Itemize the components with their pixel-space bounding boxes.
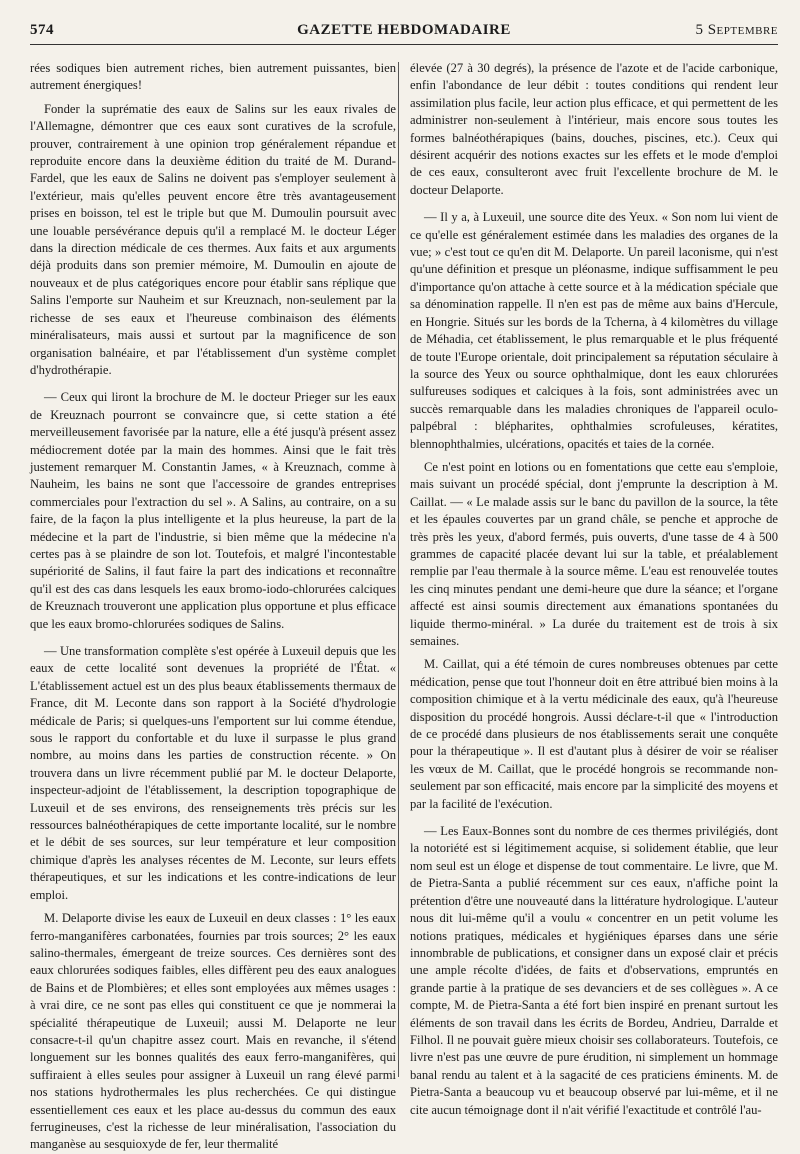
page-number: 574 [30, 22, 54, 38]
paragraph-salins-intro: rées sodiques bien autrement riches, bien autrement puissantes, bien autrement énergiques! [30, 61, 396, 93]
paragraph-caillat-procedure: Ce n'est point en lotions ou en fomentations que cette eau s'emploie, mais suivant un procédé spécial, dont j'emprunte la description à M. Caillat. — « Le malade assis sur le banc du pavillon de la source, la tête et les épaules couvertes par un grand châle, se penche et approche de très près les yeux, d'abord fermés, puis ouverts, d'une tasse de 4 à 500 grammes de capacité placée devant lui sur la table, et préalablement remplie par l'eau thermale à la source même. L'eau est renouvelée toutes les cinq minutes pendant une demi-heure que dure la séance; et l'organe affecté est ainsi soumis directement aux émanations spontanées du liquide thermo-minéral. » La durée du traitement est de trois à six semaines. [410, 459, 778, 648]
paragraph-luxeuil-classes: M. Delaporte divise les eaux de Luxeuil en deux classes : 1° les eaux ferro-manganifères carbonatées, fournies par trois sources; 2° les eaux salino-thermales, émergeant de treize sources. Ces dernières sont des eaux chlorurées sodiques faibles, elles diffèrent peu des eaux analogues de Bains et de Plombières; et elles sont employées aux mêmes usages : à vrai dire, ce ne sont pas elles qui constituent ce que je nommerai la spécialité thérapeutique de Luxeuil; aussi M. Delaporte ne leur consacre-t-il qu'un chapitre assez court. Mais en revanche, il s'étend longuement sur les bonnes qualités des eaux ferro-manganifères, qui suffiraient à elles seules pour assigner à Luxeuil un rang élevé parmi nos stations hydrothermales les plus recherchées. Ce qui distingue essentiellement ces eaux et les place au-dessus du commun des eaux ferrugineuses, c'est la richesse de leur minéralisation, l'association du manganèse au sesquioxyde de fer, leur thermalité [30, 911, 396, 1152]
paragraph-luxeuil-continued: élevée (27 à 30 degrés), la présence de l'azote et de l'acide carbonique, enfin l'abondance de leur débit : toutes conditions qui rendent leur assimilation plus facile, leur action plus efficace, et qui permettent de les administrer non-seulement à l'intérieur, mais encore sous toutes les formes balnéothérapiques (bains, douches, piscines, etc.). Ceux qui désirent acquérir des notions exactes sur les effets et le mode d'emploi de ces eaux, consulteront avec fruit l'excellente brochure de M. le docteur Delaporte. [410, 61, 778, 197]
paragraph-luxeuil: — Une transformation complète s'est opérée à Luxeuil depuis que les eaux de cette localité sont devenues la propriété de l'État. « L'établissement actuel est un des plus beaux établissements thermaux de France, dit M. Leconte dans son rapport à la Société d'hydrologie médicale de Paris; si quelques-uns l'emportent sur lui comme étendue, sous le rapport du confortable et du luxe il surpasse le plus grand nombre, au moins dans les parties de construction récente. » On trouvera dans un livre récemment publié par M. le docteur Delaporte, inspecteur-adjoint de l'établissement, la description topographique de Luxeuil et de ses environs, des renseignements très précis sur les ressources balnéothérapiques de cette importante localité, sur le nombre et le débit de ses sources, sur leur température et leur composition chimique d'après les analyses récentes de M. Leconte, sur leurs effets thérapeutiques, et sur les indications et les contre-indications de leur emploi. [30, 644, 396, 902]
journal-title: GAZETTE HEBDOMADAIRE [297, 22, 511, 38]
left-column [30, 60, 396, 1152]
paragraph-salins-dumoulin: Fonder la suprématie des eaux de Salins sur les eaux rivales de l'Allemagne, démontrer que ces eaux sont curatives de la scrofule, prouver, contrairement à une opinion trop généralement répandue et reproduite encore dans la deuxième édition du traité de M. Durand-Fardel, que les eaux de Salins ne doivent pas s'employer seulement à l'extérieur, mais qu'elles peuvent encore être très avantageusement prises en boisson, tel est le triple but que M. Dumoulin poursuit avec une louable persévérance depuis qu'il a remplacé M. le docteur Léger dans la direction médicale de ces thermes. Aux faits et aux arguments déjà produits dans son premier mémoire, M. Dumoulin en ajoute de nouveaux et de plus catégoriques encore pour établir sans réplique que Salins l'emporte sur Nauheim et sur Kreuznach, non-seulement par la richesse de ses eaux et l'heureuse combinaison des éléments minéralisateurs, mais aussi et surtout par la magnificence de son organisation balnéaire, et par l'établissement d'un système complet d'hydrothérapie. [30, 101, 396, 377]
column-divider [398, 62, 399, 1077]
paragraph-kreuznach: — Ceux qui liront la brochure de M. le docteur Prieger sur les eaux de Kreuznach pourront se convaincre que, si cette station a été merveilleusement favorisée par la nature, elle a été jusqu'à présent assez médiocrement dotée par la main des hommes. Ainsi que le fait très justement remarquer M. Constantin James, « à Kreuznach, comme à Nauheim, les bains ne sont que l'accessoire de grandes entreprises commerciales pour l'extraction du sel ». A Salins, au contraire, on a su faire, de la façon la plus intelligente et la plus heureuse, la part de la médecine et la part de l'industrie, si bien même que la médecine n'a certes pas à se plaindre de son lot. Toutefois, et malgré l'incontestable supériorité de Salins, il faut faire la part des indications et reconnaître qu'il est des cas dans lesquels les eaux bromo-iodo-chlorurées calciques de Kreuznach trouveront une application plus opportune et plus efficace que les eaux bromo-chlorurées sodiques de Salins. [30, 390, 396, 631]
paragraph-caillat-cures: M. Caillat, qui a été témoin de cures nombreuses obtenues par cette médication, pense que tout l'honneur doit en être attribué bien moins à la composition chimique et à la vertu médicinale des eaux, qu'à l'heureuse disposition du procédé hongrois. Aussi déclare-t-il que « l'introduction de ce procédé dans plusieurs de nos établissements serait une conquête pour la thérapeutique ». Il est d'autant plus à désirer de voir se réaliser les vœux de M. Caillat, que le procédé hongrois se recommande non-seulement par son efficacité, mais encore par la simplicité des moyens et par la facilité de l'exécution. [410, 657, 778, 811]
paragraph-source-des-yeux: — Il y a, à Luxeuil, une source dite des Yeux. « Son nom lui vient de ce qu'elle est généralement estimée dans les maladies des organes de la vue; » c'est tout ce qu'en dit M. Delaporte. Un pareil laconisme, qui n'est qu'une définition et presque un pléonasme, indique suffisamment le peu d'importance qu'on attache à cette source et à la médication spéciale que sa dénomination rappelle. Il n'en est pas de même aux bains d'Hercule, en Hongrie. Situés sur les bords de la Tcherna, à 4 kilomètres du village de Méhadia, cet établissement, le plus remarquable et le plus fréquenté de toute l'Europe orientale, doit principalement sa réputation séculaire à la source des Yeux ou source ophthalmique, dont les eaux chlorurées sulfureuses sodiques et calciques à la fois, sont administrées avec un succès remarquable dans les maladies chroniques de l'appareil oculo-palpébral : blépharites, ophthalmies scrofuleuses, kératites, blennophthalmies, ulcérations, opacités et taies de la cornée. [410, 210, 778, 451]
right-column [410, 60, 778, 1117]
issue-date: 5 Septembre [695, 22, 778, 38]
paragraph-eaux-bonnes: — Les Eaux-Bonnes sont du nombre de ces thermes privilégiés, dont la notoriété est si légitimement acquise, si solidement établie, que leur nom seul est un éloge et dispense de tout commentaire. Le livre, que M. de Pietra-Santa a publié récemment sur ces eaux, n'affiche point la prétention d'être une nouveauté dans la littérature hydrologique. L'auteur nous dit lui-même qu'il a voulu « concentrer en un petit volume les notions pratiques, médicales et hygiéniques éparses dans une série innombrable de publications, et consigner dans un exposé clair et précis une ample récolte d'idées, de faits et d'observations, empruntés en grande partie à la pratique de ses devanciers et de ses collègues ». A ce compte, M. de Pietra-Santa a été fort bien inspiré en prenant surtout les éléments de son travail dans les écrits de Bordeu, Andrieu, Darralde et Filhol. Il ne pouvait guère mieux choisir ses collaborateurs. Toutefois, ce livre n'est pas une œuvre de pure érudition, ni simplement un hommage banal rendu au talent et à la sagacité de ces praticiens éminents. M. de Pietra-Santa a beaucoup vu et beaucoup observé par lui-même, et il ne cite aucun témoignage dont il n'ait vérifié l'exactitude et contrôlé l'au- [410, 824, 778, 1117]
page-header [30, 18, 778, 45]
